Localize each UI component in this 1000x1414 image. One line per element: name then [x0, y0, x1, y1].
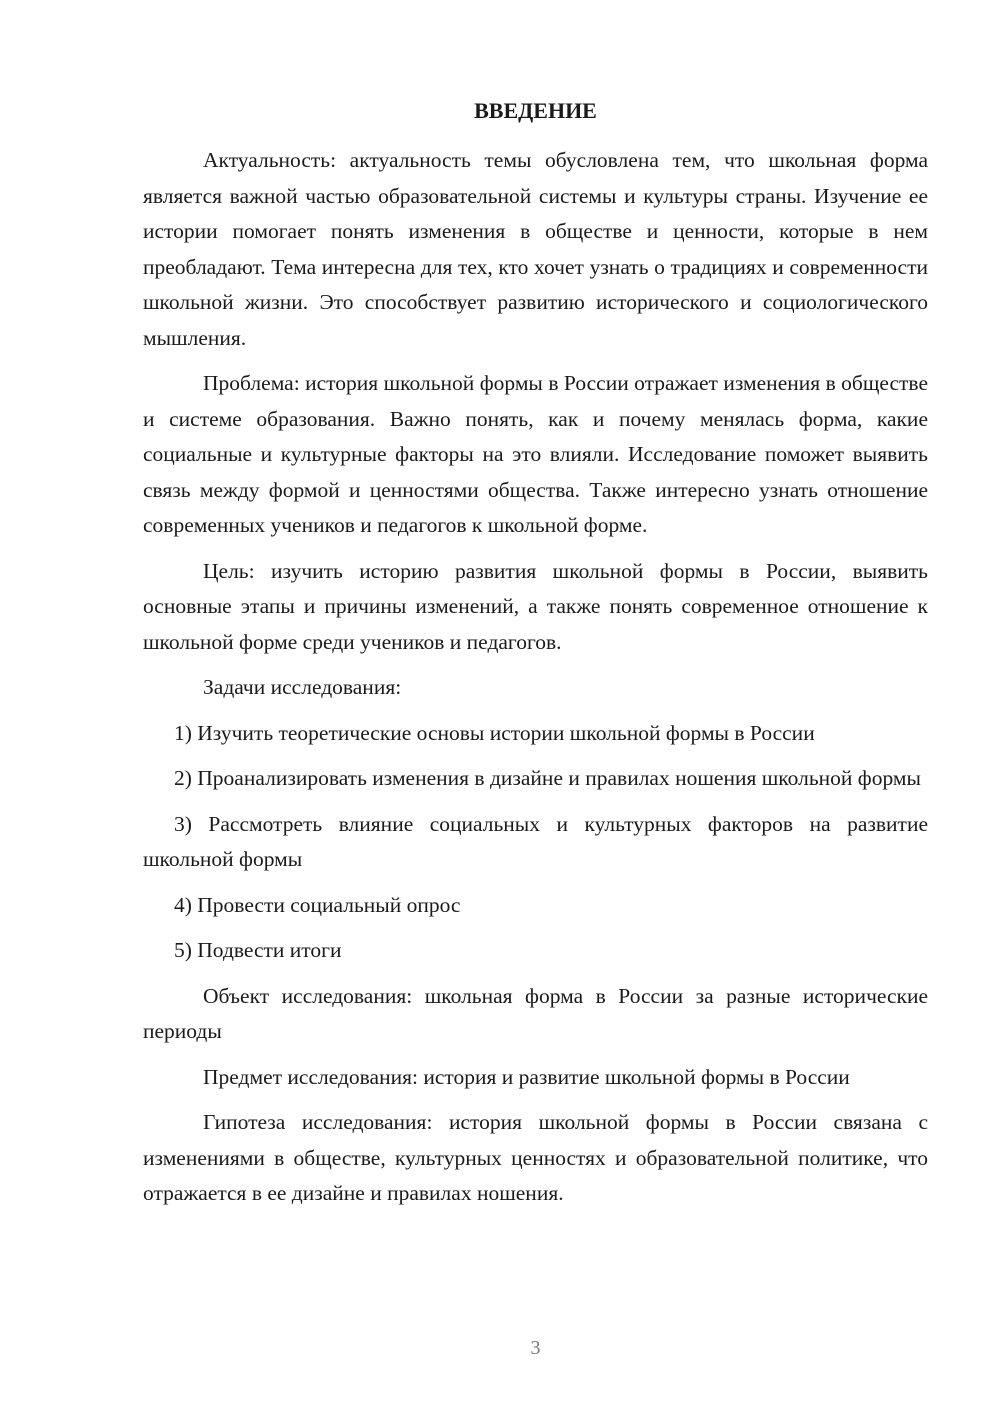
task-item-5: 5) Подвести итоги: [174, 938, 342, 962]
document-page: [143, 0, 928, 1414]
page-title: ВВЕДЕНИЕ: [474, 98, 597, 123]
tasks-heading: Задачи исследования:: [203, 675, 402, 699]
task-item-2: 2) Проанализировать изменения в дизайне и правилах ношения школьной формы: [174, 766, 921, 790]
document-body: [143, 143, 928, 1212]
task-item-3: 3) Рассмотреть влияние социальных и культурных факторов на развитие школьной формы: [143, 811, 928, 871]
paragraph-hypothesis: Гипотеза исследования: история школьной формы в России связана с изменениями в обществе, культурных ценностях и образовательной политике, что отражается в ее дизайне и правилах ношения.: [143, 1110, 928, 1205]
task-item-1: 1) Изучить теоретические основы истории школьной формы в России: [174, 720, 815, 745]
paragraph-goal: Цель: изучить историю развития школьной формы в России, выявить основные этапы и причины изменений, а также понять современное отношение к школьной форме среди учеников и педагогов.: [143, 558, 928, 654]
page-number: 3: [530, 1337, 541, 1359]
paragraph-relevance: Актуальность: актуальность темы обусловлена тем, что школьная форма является важной частью образовательной системы и культуры страны. Изучение ее истории помогает понять изменения в обществе и ценности, которые в нем преобладают. Тема интересна для тех, кто хочет узнать о традициях и современности школьной жизни. Это способствует развитию исторического и социологического мышления.: [143, 148, 928, 350]
paragraph-subject: Предмет исследования: история и развитие школьной формы в России: [203, 1064, 850, 1089]
paragraph-object: Объект исследования: школьная форма в России за разные исторические периоды: [143, 983, 928, 1043]
paragraph-problem: Проблема: история школьной формы в России отражает изменения в обществе и системе образования. Важно понять, как и почему менялась форма, какие социальные и культурные факторы на это влияли. Исследование поможет выявить связь между формой и ценностями общества. Также интересно узнать отношение современных учеников и педагогов к школьной форме.: [143, 371, 928, 537]
task-item-4: 4) Провести социальный опрос: [174, 892, 461, 917]
